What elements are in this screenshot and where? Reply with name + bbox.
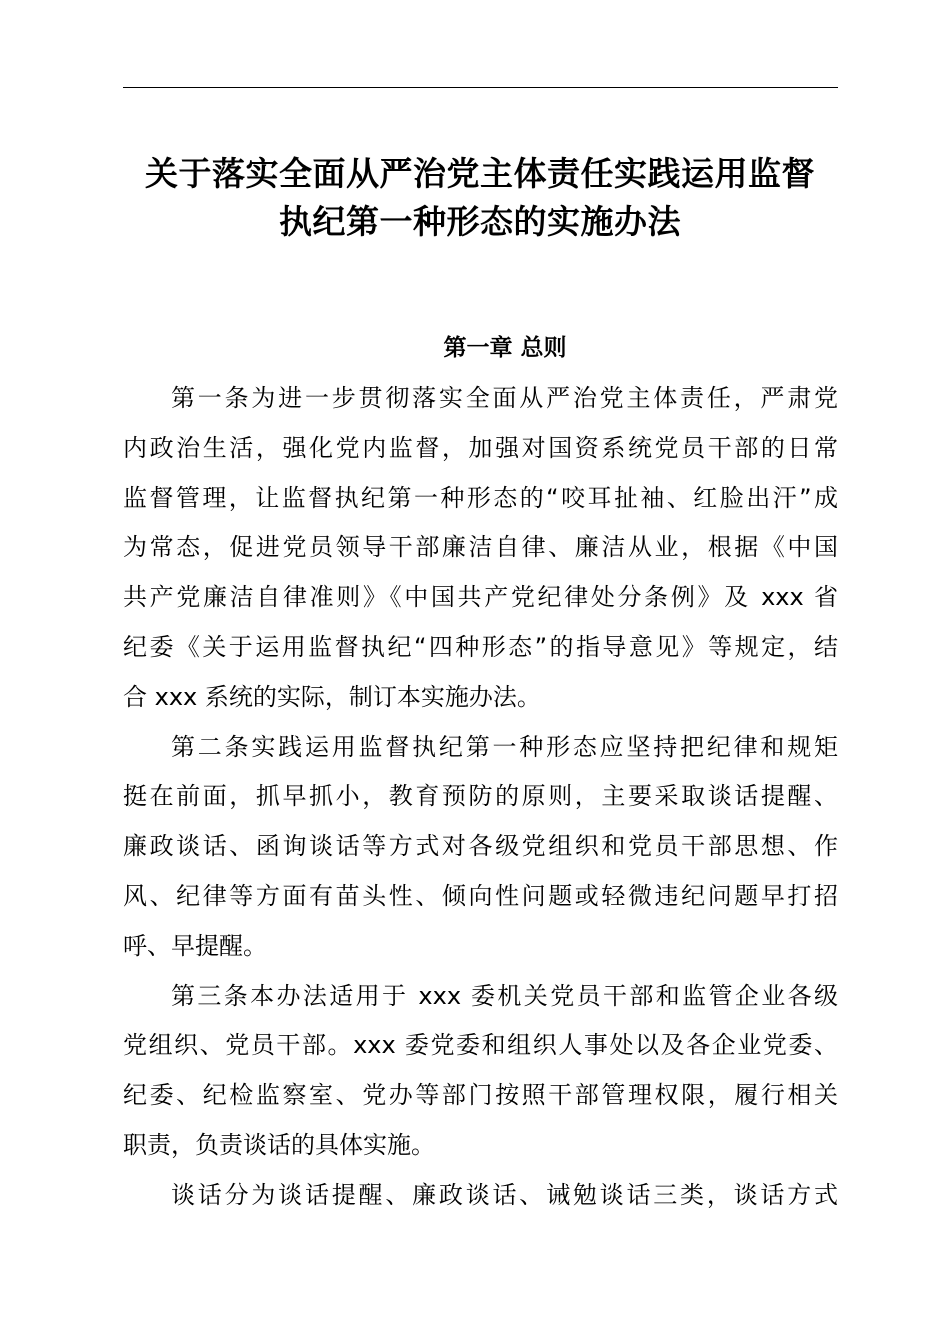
paragraph-line: 监督管理，让监督执纪第一种形态的“咬耳扯袖、红脸出汗”成	[123, 483, 838, 512]
header-rule	[123, 87, 838, 88]
paragraph-line: 风、纪律等方面有苗头性、倾向性问题或轻微违纪问题早打招	[123, 881, 838, 910]
paragraph-line: 共产党廉洁自律准则》《中国共产党纪律处分条例》及 xxx 省	[123, 583, 838, 612]
paragraph-line: 第一条为进一步贯彻落实全面从严治党主体责任，严肃党	[171, 384, 838, 412]
title-line-2: 执纪第一种形态的实施办法	[279, 202, 681, 241]
paragraph-line: 廉政谈话、函询谈话等方式对各级党组织和党员干部思想、作	[123, 832, 838, 861]
paragraph-line: 合 xxx 系统的实际，制订本实施办法。	[123, 682, 541, 711]
body-text	[123, 374, 838, 1221]
title-line-1: 关于落实全面从严治党主体责任实践运用监督	[145, 154, 815, 193]
paragraph-line: 呼、早提醒。	[123, 931, 267, 960]
paragraph-line: 职责，负责谈话的具体实施。	[123, 1130, 435, 1159]
paragraph-line: 谈话分为谈话提醒、廉政谈话、诫勉谈话三类，谈话方式	[171, 1180, 838, 1209]
document-title	[100, 150, 860, 246]
paragraph-line: 为常态，促进党员领导干部廉洁自律、廉洁从业，根据《中国	[123, 533, 838, 562]
paragraph-line: 内政治生活，强化党内监督，加强对国资系统党员干部的日常	[123, 433, 838, 462]
paragraph-line: 党组织、党员干部。xxx 委党委和组织人事处以及各企业党委、	[123, 1031, 838, 1060]
paragraph-line: 纪委《关于运用监督执纪“四种形态”的指导意见》等规定，结	[123, 632, 838, 661]
paragraph-line: 挺在前面，抓早抓小，教育预防的原则，主要采取谈话提醒、	[123, 782, 838, 811]
chapter-heading: 第一章 总则	[443, 335, 567, 361]
paragraph-line: 第二条实践运用监督执纪第一种形态应坚持把纪律和规矩	[171, 732, 838, 761]
paragraph-line: 纪委、纪检监察室、党办等部门按照干部管理权限，履行相关	[123, 1081, 838, 1110]
paragraph-line: 第三条本办法适用于 xxx 委机关党员干部和监管企业各级	[171, 981, 838, 1010]
